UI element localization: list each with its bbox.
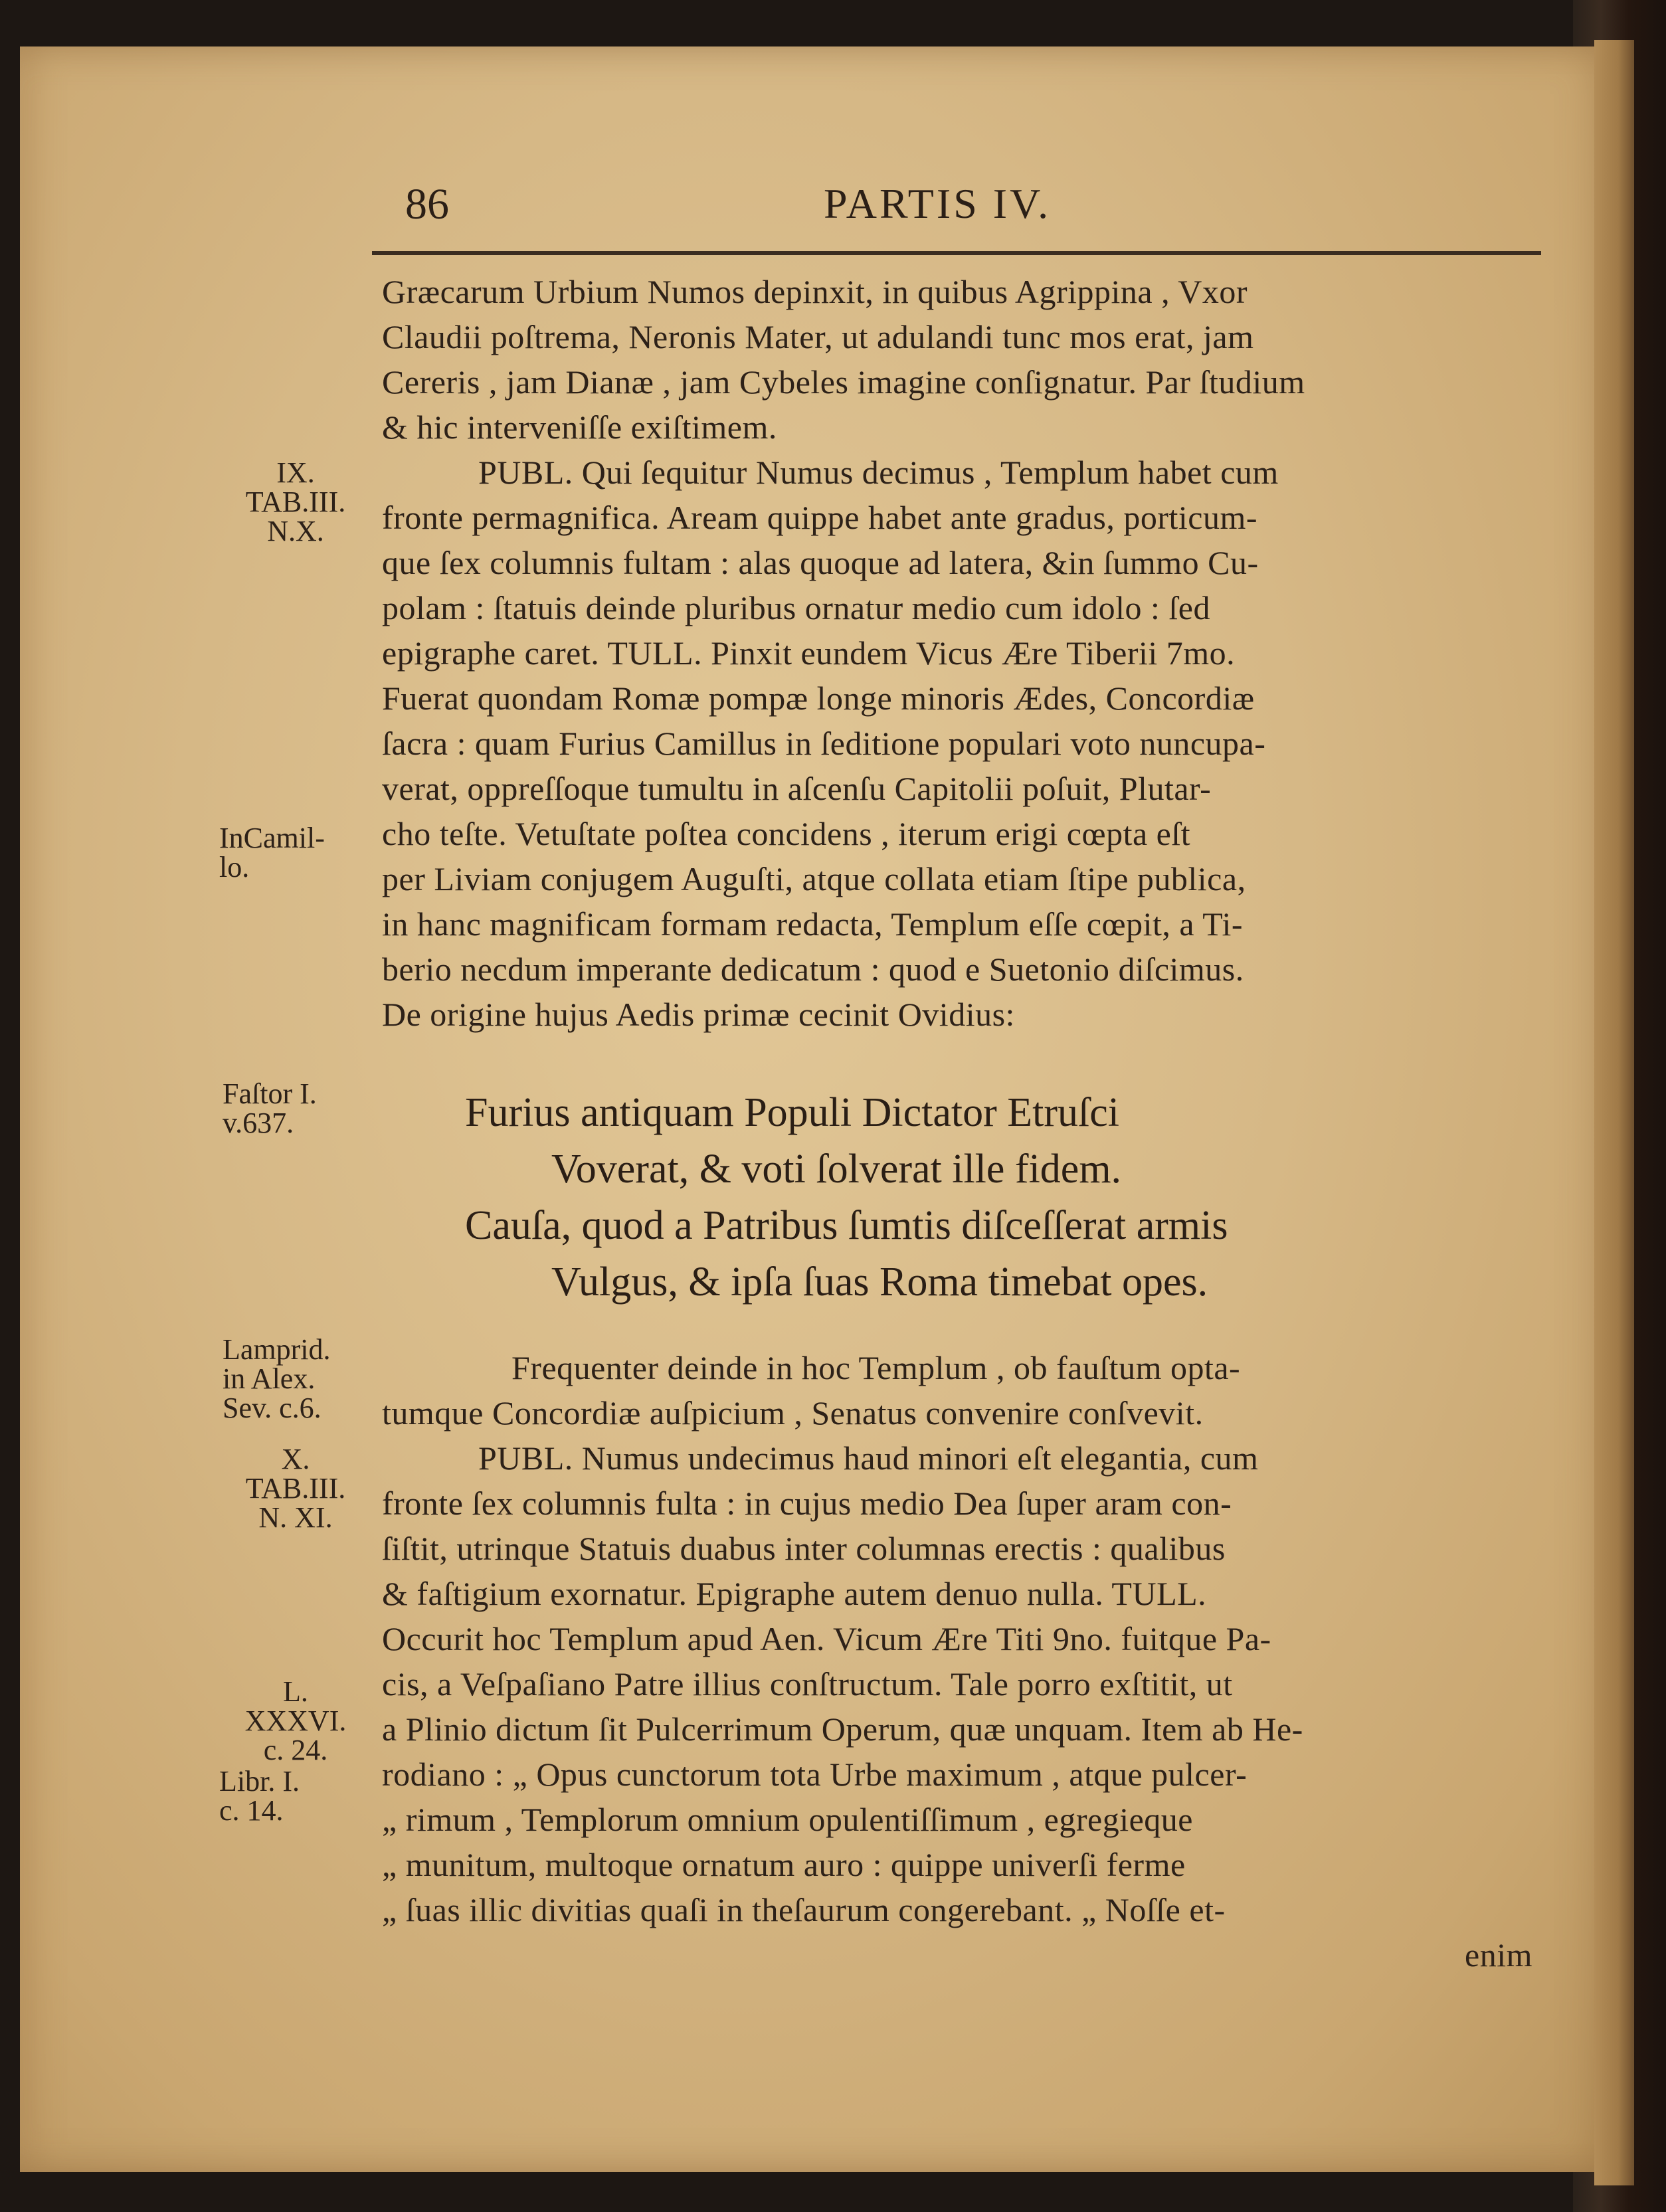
text-line: „ munitum, multoque ornatum auro : quippe univerſi ferme: [382, 1846, 1186, 1883]
text-line: fronte permagnifica. Aream quippe habet ante gradus, porticum-: [382, 499, 1258, 536]
text-line: polam : ſtatuis deinde pluribus ornatur medio cum idolo : ſed: [382, 589, 1210, 626]
page-number: 86: [405, 180, 449, 229]
margin-note-line: XXXVI.: [244, 1705, 347, 1737]
running-head: PARTIS IV.: [824, 180, 1052, 227]
text-line: cis, a Veſpaſiano Patre illius conſtructum. Tale porro exſtitit, ut: [382, 1665, 1233, 1703]
margin-note-line: InCamil-: [219, 822, 325, 854]
text-line: fronte ſex columnis fulta : in cujus medio Dea ſuper aram con-: [382, 1485, 1232, 1522]
text-line: cho teſte. Vetuſtate poſtea concidens , iterum erigi cœpta eſt: [382, 815, 1191, 852]
text-line: PUBL. Numus undecimus haud minori eſt elegantia, cum: [478, 1439, 1259, 1477]
text-line: Fuerat quondam Romæ pompæ longe minoris Ædes, Concordiæ: [382, 680, 1255, 717]
page-edge-shadow: [1594, 40, 1634, 2185]
text-line: a Plinio dictum ſit Pulcerrimum Operum, quæ unquam. Item ab He-: [382, 1710, 1303, 1748]
text-line: Claudii poſtrema, Neronis Mater, ut adulandi tunc mos erat, jam: [382, 318, 1254, 355]
text-line: in hanc magnificam formam redacta, Templum eſſe cœpit, a Ti-: [382, 905, 1244, 943]
margin-note-line: N.X.: [267, 515, 324, 547]
margin-note-line: X.: [281, 1443, 310, 1475]
text-line: Græcarum Urbium Numos depinxit, in quibus Agrippina , Vxor: [382, 273, 1248, 310]
margin-note-x: [219, 1445, 372, 1532]
margin-note-fastor: [223, 1079, 375, 1138]
catchword: enim: [1465, 1936, 1532, 1974]
text-line: „ ſuas illic divitias quaſi in theſaurum congerebant. „ Noſſe et-: [382, 1891, 1226, 1928]
text-line: PUBL. Qui ſequitur Numus decimus , Templum habet cum: [478, 454, 1279, 491]
text-line: „ rimum , Templorum omnium opulentiſſimum , egregieque: [382, 1801, 1193, 1838]
text-line: Cereris , jam Dianæ , jam Cybeles imagine conſignatur. Par ſtudium: [382, 363, 1305, 401]
margin-note-line: IX.: [276, 456, 315, 489]
text-line: rodiano : „ Opus cunctorum tota Urbe maximum , atque pulcer-: [382, 1756, 1248, 1793]
margin-note-line: L.: [283, 1675, 308, 1708]
margin-note-line: lo.: [219, 851, 250, 883]
margin-note-ix: [219, 458, 372, 546]
text-line: berio necdum imperante dedicatum : quod e Suetonio diſcimus.: [382, 951, 1244, 988]
verse-line: Cauſa, quod a Patribus ſumtis diſceſſerat armis: [465, 1203, 1228, 1248]
margin-note-line: Lamprid.: [223, 1333, 331, 1366]
text-line: per Liviam conjugem Auguſti, atque collata etiam ſtipe publica,: [382, 860, 1246, 897]
text-line: ſacra : quam Furius Camillus in ſeditione populari voto nuncupa-: [382, 725, 1266, 762]
margin-note-line: TAB.III.: [245, 1472, 346, 1505]
text-line: & hic interveniſſe exiſtimem.: [382, 409, 777, 446]
text-line: verat, oppreſſoque tumultu in aſcenſu Capitolii poſuit, Plutar-: [382, 770, 1212, 807]
margin-note-plinio: [219, 1677, 372, 1765]
header-rule: [372, 251, 1541, 255]
margin-note-line: c. 24.: [263, 1734, 328, 1766]
text-line: Frequenter deinde in hoc Templum , ob fauſtum opta-: [511, 1349, 1241, 1386]
margin-note-line: Sev. c.6.: [223, 1392, 322, 1424]
text-line: tumque Concordiæ auſpicium , Senatus convenire conſvevit.: [382, 1394, 1204, 1431]
margin-note-camillo: [219, 824, 372, 882]
verse-line: Vulgus, & ipſa ſuas Roma timebat opes.: [551, 1259, 1208, 1305]
text-line: que ſex columnis fultam : alas quoque ad latera, &in ſummo Cu-: [382, 544, 1259, 581]
margin-note-line: in Alex.: [223, 1362, 316, 1395]
text-line: Occurit hoc Templum apud Aen. Vicum Ære Titi 9no. fuitque Pa-: [382, 1620, 1271, 1657]
verse-line: Voverat, & voti ſolverat ille fidem.: [551, 1147, 1122, 1192]
margin-note-line: v.637.: [223, 1107, 294, 1139]
margin-note-line: TAB.III.: [245, 486, 346, 518]
text-line: ſiſtit, utrinque Statuis duabus inter columnas erectis : qualibus: [382, 1530, 1226, 1567]
margin-note-line: c. 14.: [219, 1794, 284, 1827]
margin-note-line: Libr. I.: [219, 1765, 300, 1797]
verse-line: Furius antiquam Populi Dictator Etruſci: [465, 1090, 1119, 1135]
text-line: De origine hujus Aedis primæ cecinit Ovidius:: [382, 996, 1015, 1033]
text-line: epigraphe caret. TULL. Pinxit eundem Vicus Ære Tiberii 7mo.: [382, 634, 1236, 672]
margin-note-line: Faſtor I.: [223, 1077, 317, 1110]
margin-note-herodian: [219, 1767, 372, 1825]
margin-note-line: N. XI.: [258, 1501, 333, 1534]
margin-note-lamprid: [223, 1335, 375, 1423]
text-line: & faſtigium exornatur. Epigraphe autem denuo nulla. TULL.: [382, 1575, 1207, 1612]
